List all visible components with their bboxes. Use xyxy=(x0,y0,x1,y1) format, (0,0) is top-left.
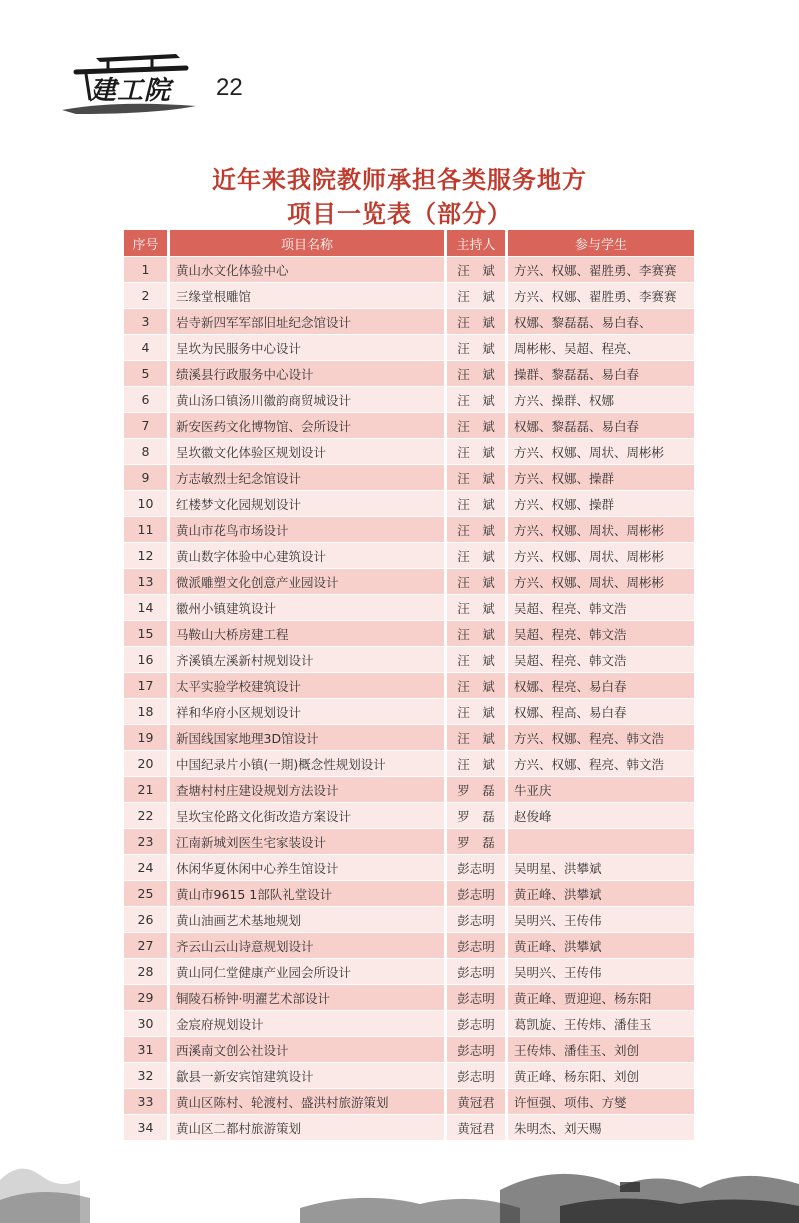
student-names xyxy=(508,829,694,854)
project-name: 岩寺新四军军部旧址纪念馆设计 xyxy=(170,309,447,334)
student-names: 操群、黎磊磊、易白春 xyxy=(508,361,694,386)
host-name: 罗 磊 xyxy=(447,803,508,828)
row-number: 4 xyxy=(124,335,170,360)
project-name: 呈坎为民服务中心设计 xyxy=(170,335,447,360)
table-body xyxy=(124,257,694,1140)
host-name: 汪 斌 xyxy=(447,621,508,646)
row-number: 7 xyxy=(124,413,170,438)
table-row xyxy=(124,361,694,386)
table-row xyxy=(124,673,694,698)
host-name: 彭志明 xyxy=(447,1037,508,1062)
host-name: 汪 斌 xyxy=(447,413,508,438)
student-names: 权娜、黎磊磊、易白春、 xyxy=(508,309,694,334)
host-name: 彭志明 xyxy=(447,907,508,932)
project-name: 黄山数字体验中心建筑设计 xyxy=(170,543,447,568)
host-name: 汪 斌 xyxy=(447,465,508,490)
table-row xyxy=(124,647,694,672)
table-row xyxy=(124,309,694,334)
host-name: 汪 斌 xyxy=(447,283,508,308)
student-names: 权娜、黎磊磊、易白春 xyxy=(508,413,694,438)
table-row xyxy=(124,725,694,750)
project-name: 马鞍山大桥房建工程 xyxy=(170,621,447,646)
student-names: 权娜、程亮、易白春 xyxy=(508,673,694,698)
host-name: 彭志明 xyxy=(447,959,508,984)
host-name: 彭志明 xyxy=(447,1011,508,1036)
table-row xyxy=(124,933,694,958)
student-names: 葛凯旋、王传炜、潘佳玉 xyxy=(508,1011,694,1036)
row-number: 1 xyxy=(124,257,170,282)
project-name: 黄山区陈村、轮渡村、盛洪村旅游策划 xyxy=(170,1089,447,1114)
table-row xyxy=(124,1011,694,1036)
column-header-students: 参与学生 xyxy=(508,230,694,256)
student-names: 方兴、权娜、周状、周彬彬 xyxy=(508,517,694,542)
row-number: 26 xyxy=(124,907,170,932)
row-number: 11 xyxy=(124,517,170,542)
host-name: 彭志明 xyxy=(447,1063,508,1088)
project-name: 黄山市9615 1部队礼堂设计 xyxy=(170,881,447,906)
table-row xyxy=(124,751,694,776)
page-title-line2: 项目一览表（部分） xyxy=(287,200,512,228)
project-name: 新安医药文化博物馆、会所设计 xyxy=(170,413,447,438)
table-header-row xyxy=(124,230,694,256)
project-table xyxy=(124,229,694,1141)
student-names: 牛亚庆 xyxy=(508,777,694,802)
student-names: 方兴、权娜、翟胜勇、李赛赛 xyxy=(508,283,694,308)
project-name: 呈坎徽文化体验区规划设计 xyxy=(170,439,447,464)
host-name: 汪 斌 xyxy=(447,699,508,724)
row-number: 21 xyxy=(124,777,170,802)
row-number: 24 xyxy=(124,855,170,880)
host-name: 汪 斌 xyxy=(447,517,508,542)
student-names: 朱明杰、刘天赐 xyxy=(508,1115,694,1140)
student-names: 许恒强、项伟、方燮 xyxy=(508,1089,694,1114)
table-row xyxy=(124,387,694,412)
row-number: 5 xyxy=(124,361,170,386)
project-name: 休闲华夏休闲中心养生馆设计 xyxy=(170,855,447,880)
page-number: 22 xyxy=(216,74,243,101)
student-names: 方兴、权娜、操群 xyxy=(508,491,694,516)
project-name: 三缘堂根雕馆 xyxy=(170,283,447,308)
student-names: 吴明兴、王传伟 xyxy=(508,959,694,984)
row-number: 12 xyxy=(124,543,170,568)
project-name: 黄山市花鸟市场设计 xyxy=(170,517,447,542)
row-number: 33 xyxy=(124,1089,170,1114)
row-number: 19 xyxy=(124,725,170,750)
student-names: 黄正峰、洪攀斌 xyxy=(508,881,694,906)
student-names: 王传炜、潘佳玉、刘创 xyxy=(508,1037,694,1062)
project-name: 西溪南文创公社设计 xyxy=(170,1037,447,1062)
project-name: 黄山水文化体验中心 xyxy=(170,257,447,282)
row-number: 20 xyxy=(124,751,170,776)
table-row xyxy=(124,803,694,828)
host-name: 汪 斌 xyxy=(447,673,508,698)
row-number: 18 xyxy=(124,699,170,724)
table-row xyxy=(124,699,694,724)
host-name: 汪 斌 xyxy=(447,647,508,672)
project-name: 方志敏烈士纪念馆设计 xyxy=(170,465,447,490)
student-names: 方兴、权娜、周状、周彬彬 xyxy=(508,543,694,568)
project-name: 徽州小镇建筑设计 xyxy=(170,595,447,620)
host-name: 彭志明 xyxy=(447,985,508,1010)
project-name: 绩溪县行政服务中心设计 xyxy=(170,361,447,386)
student-names: 方兴、权娜、周状、周彬彬 xyxy=(508,439,694,464)
table-row xyxy=(124,595,694,620)
host-name: 汪 斌 xyxy=(447,595,508,620)
host-name: 罗 磊 xyxy=(447,829,508,854)
table-row xyxy=(124,257,694,282)
row-number: 22 xyxy=(124,803,170,828)
row-number: 10 xyxy=(124,491,170,516)
project-name: 祥和华府小区规划设计 xyxy=(170,699,447,724)
logo-text: 建工院 xyxy=(90,76,172,106)
ink-landscape-decoration xyxy=(0,1120,799,1223)
student-names: 吴超、程亮、韩文浩 xyxy=(508,647,694,672)
page-title-line1: 近年来我院教师承担各类服务地方 xyxy=(212,166,587,194)
host-name: 汪 斌 xyxy=(447,569,508,594)
host-name: 黄冠君 xyxy=(447,1089,508,1114)
host-name: 汪 斌 xyxy=(447,543,508,568)
row-number: 16 xyxy=(124,647,170,672)
row-number: 30 xyxy=(124,1011,170,1036)
student-names: 吴超、程亮、韩文浩 xyxy=(508,595,694,620)
table-row xyxy=(124,283,694,308)
project-name: 太平实验学校建筑设计 xyxy=(170,673,447,698)
row-number: 3 xyxy=(124,309,170,334)
host-name: 汪 斌 xyxy=(447,439,508,464)
project-name: 歙县一新安宾馆建筑设计 xyxy=(170,1063,447,1088)
host-name: 汪 斌 xyxy=(447,387,508,412)
table-row xyxy=(124,1063,694,1088)
column-header-project: 项目名称 xyxy=(170,230,447,256)
host-name: 黄冠君 xyxy=(447,1115,508,1140)
table-row xyxy=(124,621,694,646)
student-names: 方兴、权娜、程亮、韩文浩 xyxy=(508,725,694,750)
project-name: 查塘村村庄建设规划方法设计 xyxy=(170,777,447,802)
table-row xyxy=(124,1089,694,1114)
project-name: 黄山区二都村旅游策划 xyxy=(170,1115,447,1140)
project-name: 黄山油画艺术基地规划 xyxy=(170,907,447,932)
row-number: 32 xyxy=(124,1063,170,1088)
table-row xyxy=(124,491,694,516)
project-name: 中国纪录片小镇(一期)概念性规划设计 xyxy=(170,751,447,776)
project-name: 齐云山云山诗意规划设计 xyxy=(170,933,447,958)
table-row xyxy=(124,777,694,802)
project-name: 铜陵石桥钟·明濯艺术部设计 xyxy=(170,985,447,1010)
row-number: 14 xyxy=(124,595,170,620)
student-names: 黄正峰、贾迎迎、杨东阳 xyxy=(508,985,694,1010)
host-name: 汪 斌 xyxy=(447,335,508,360)
table-row xyxy=(124,465,694,490)
table-row xyxy=(124,543,694,568)
project-name: 金宸府规划设计 xyxy=(170,1011,447,1036)
row-number: 27 xyxy=(124,933,170,958)
student-names: 吴明星、洪攀斌 xyxy=(508,855,694,880)
row-number: 8 xyxy=(124,439,170,464)
project-name: 红楼梦文化园规划设计 xyxy=(170,491,447,516)
student-names: 方兴、权娜、程亮、韩文浩 xyxy=(508,751,694,776)
table-row xyxy=(124,855,694,880)
row-number: 25 xyxy=(124,881,170,906)
host-name: 罗 磊 xyxy=(447,777,508,802)
column-header-number: 序号 xyxy=(124,230,170,256)
project-name: 黄山汤口镇汤川徽韵商贸城设计 xyxy=(170,387,447,412)
table-row xyxy=(124,335,694,360)
host-name: 汪 斌 xyxy=(447,751,508,776)
table-row xyxy=(124,985,694,1010)
table-row xyxy=(124,517,694,542)
row-number: 2 xyxy=(124,283,170,308)
student-names: 方兴、权娜、操群 xyxy=(508,465,694,490)
row-number: 34 xyxy=(124,1115,170,1140)
table-row xyxy=(124,413,694,438)
row-number: 28 xyxy=(124,959,170,984)
student-names: 吴超、程亮、韩文浩 xyxy=(508,621,694,646)
project-name: 呈坎宝伦路文化街改造方案设计 xyxy=(170,803,447,828)
student-names: 权娜、程高、易白春 xyxy=(508,699,694,724)
host-name: 汪 斌 xyxy=(447,309,508,334)
table-row xyxy=(124,959,694,984)
host-name: 彭志明 xyxy=(447,933,508,958)
row-number: 31 xyxy=(124,1037,170,1062)
student-names: 方兴、权娜、周状、周彬彬 xyxy=(508,569,694,594)
table-row xyxy=(124,1037,694,1062)
row-number: 23 xyxy=(124,829,170,854)
host-name: 汪 斌 xyxy=(447,361,508,386)
host-name: 彭志明 xyxy=(447,881,508,906)
row-number: 9 xyxy=(124,465,170,490)
student-names: 周彬彬、吴超、程亮、 xyxy=(508,335,694,360)
row-number: 15 xyxy=(124,621,170,646)
project-name: 黄山同仁堂健康产业园会所设计 xyxy=(170,959,447,984)
table-row xyxy=(124,829,694,854)
table-row xyxy=(124,907,694,932)
row-number: 6 xyxy=(124,387,170,412)
student-names: 黄正峰、洪攀斌 xyxy=(508,933,694,958)
host-name: 汪 斌 xyxy=(447,257,508,282)
project-name: 齐溪镇左溪新村规划设计 xyxy=(170,647,447,672)
row-number: 13 xyxy=(124,569,170,594)
student-names: 方兴、权娜、翟胜勇、李赛赛 xyxy=(508,257,694,282)
column-header-host: 主持人 xyxy=(447,230,508,256)
row-number: 29 xyxy=(124,985,170,1010)
student-names: 方兴、操群、权娜 xyxy=(508,387,694,412)
student-names: 黄正峰、杨东阳、刘创 xyxy=(508,1063,694,1088)
student-names: 赵俊峰 xyxy=(508,803,694,828)
host-name: 汪 斌 xyxy=(447,491,508,516)
table-row xyxy=(124,881,694,906)
table-row xyxy=(124,439,694,464)
host-name: 彭志明 xyxy=(447,855,508,880)
row-number: 17 xyxy=(124,673,170,698)
project-name: 江南新城刘医生宅家装设计 xyxy=(170,829,447,854)
project-name: 微派雕塑文化创意产业园设计 xyxy=(170,569,447,594)
student-names: 吴明兴、王传伟 xyxy=(508,907,694,932)
table-row xyxy=(124,569,694,594)
host-name: 汪 斌 xyxy=(447,725,508,750)
project-name: 新国线国家地理3D馆设计 xyxy=(170,725,447,750)
